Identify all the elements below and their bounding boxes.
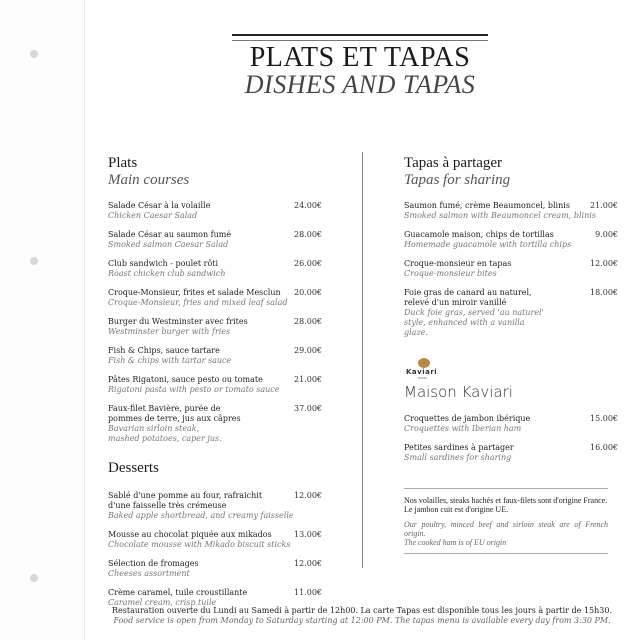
menu-item <box>108 559 322 579</box>
item-name: Burger du Westminster avec frites <box>108 317 248 326</box>
item-name: Faux-filet Bavière, purée de pommes de terre, jus aux câpres <box>108 404 241 423</box>
item-translation: Smoked salmon with Beaumoncel cream, blinis <box>404 211 596 220</box>
item-name: Club sandwich - poulet rôti <box>108 259 219 268</box>
page-title: PLATS ET TAPAS <box>249 42 471 73</box>
item-translation: Chocolate mousse with Mikado biscuit sticks <box>108 540 291 549</box>
item-translation: Homemade guacamole with tortilla chips <box>404 240 572 249</box>
item-translation: Rigatoni pasta with pesto or tomato sauce <box>108 385 280 394</box>
notes-fr-line: Le jambon cuit est d'origine UE. <box>404 505 509 514</box>
column-divider <box>362 152 363 568</box>
item-price: 28.00€ <box>294 317 322 326</box>
section-title-tapas: Tapas à partager <box>404 155 503 171</box>
menu-item <box>404 201 618 221</box>
item-translation: Duck foie gras, served 'au naturel' style, enhanced with a vanilla glaze. <box>404 308 544 337</box>
item-translation: Westminster burger with fries <box>108 327 231 336</box>
menu-item <box>404 259 618 279</box>
item-price: 13.00€ <box>294 530 322 539</box>
item-name: Foie gras de canard au naturel, relevé d'un miroir vanillé <box>404 288 532 307</box>
item-translation: Smoked salmon Caesar Salad <box>108 240 229 249</box>
notes-fr <box>404 496 608 514</box>
item-translation: Fish & chips with tartar sauce <box>108 356 232 365</box>
binder-hole <box>30 574 38 582</box>
menu-item <box>108 530 322 550</box>
item-name: Croquettes de jambon ibérique <box>404 414 531 423</box>
item-translation: Croquettes with Iberian ham <box>404 424 522 433</box>
menu-item <box>404 414 618 434</box>
item-translation: Croque-Monsieur, fries and mixed leaf salad <box>108 298 288 307</box>
kaviari-logo <box>404 358 618 380</box>
section-title-kaviari: Maison Kaviari <box>404 383 513 401</box>
notes-en <box>404 520 608 547</box>
footer-en: Food service is open from Monday to Saturday starting at 12:00 PM. The tapas menu is available every day from 3:30 PM. <box>113 616 611 625</box>
item-translation: Roast chicken club sandwich <box>108 269 226 278</box>
page-subtitle: DISHES AND TAPAS <box>244 70 476 99</box>
item-translation: Chicken Caesar Salad <box>108 211 198 220</box>
item-translation: Croque-monsieur bites <box>404 269 497 278</box>
item-price: 21.00€ <box>590 201 618 210</box>
item-translation: Bavarian sirloin steak, mashed potatoes, caper jus. <box>108 424 222 443</box>
item-name: Crème caramel, tuile croustillante <box>108 588 248 597</box>
item-name: Sélection de fromages <box>108 559 199 568</box>
menu-item <box>108 201 322 221</box>
footer-fr: Restauration ouverte du Lundi au Samedi à partir de 12h00. La carte Tapas est disponible tous les jours à partir de 15h30. <box>111 606 612 615</box>
item-name: Croque-monsieur en tapas <box>404 259 512 268</box>
item-price: 15.00€ <box>590 414 618 423</box>
menu-item <box>404 288 618 338</box>
item-price: 12.00€ <box>294 491 322 500</box>
item-translation: Cheeses assortment <box>108 569 190 578</box>
item-name: Petites sardines à partager <box>404 443 514 452</box>
item-price: 12.00€ <box>294 559 322 568</box>
menu-item <box>108 491 322 521</box>
item-price: 11.00€ <box>294 588 322 597</box>
binder-hole <box>30 257 38 265</box>
logo-subtext: PARIS <box>418 376 427 380</box>
item-name: Salade César à la volaille <box>108 201 211 210</box>
menu-item <box>108 317 322 337</box>
menu-item <box>108 288 322 308</box>
section-title-desserts: Desserts <box>108 460 159 476</box>
menu-item <box>108 404 322 444</box>
header-rule-thin <box>232 40 488 41</box>
item-price: 37.00€ <box>294 404 322 413</box>
kaviari-emblem-icon <box>418 358 430 368</box>
section-title-plats: Plats <box>108 155 138 171</box>
item-name: Salade César au saumon fumé <box>108 230 232 239</box>
item-price: 21.00€ <box>294 375 322 384</box>
notes-en-line: The cooked ham is of EU origin <box>404 538 507 547</box>
origin-notes <box>404 488 608 554</box>
item-name: Sablé d'une pomme au four, rafraichit d'une faisselle très crémeuse <box>108 491 263 510</box>
item-translation: Small sardines for sharing <box>404 453 512 462</box>
item-translation: Baked apple shortbread, and creamy faisselle <box>108 511 294 520</box>
menu-item <box>404 443 618 463</box>
footer <box>84 606 640 626</box>
menu-item <box>108 375 322 395</box>
section-subtitle-plats: Main courses <box>108 172 190 188</box>
menu-item <box>108 230 322 250</box>
item-price: 16.00€ <box>590 443 618 452</box>
menu-item <box>404 230 618 250</box>
item-name: Mousse au chocolat piquée aux mikados <box>108 530 272 539</box>
section-subtitle-tapas: Tapas for sharing <box>404 172 511 188</box>
item-price: 18.00€ <box>590 288 618 297</box>
header-rule <box>232 34 488 36</box>
item-price: 24.00€ <box>294 201 322 210</box>
item-name: Guacamole maison, chips de tortillas <box>404 230 554 239</box>
item-translation: Caramel cream, crisp tuile <box>108 598 217 607</box>
left-column <box>108 155 322 617</box>
notes-en-line: Our poultry, minced beef and sirloin steak are of French origin. <box>404 520 608 538</box>
item-name: Pâtes Rigatoni, sauce pesto ou tomate <box>108 375 263 384</box>
notes-fr-line: Nos volailles, steaks hachés et faux-filets sont d'origine France. <box>404 496 608 505</box>
item-price: 26.00€ <box>294 259 322 268</box>
logo-text: Kaviari <box>406 368 438 376</box>
item-name: Croque-Monsieur, frites et salade Mesclun <box>108 288 281 297</box>
item-price: 12.00€ <box>590 259 618 268</box>
item-price: 29.00€ <box>294 346 322 355</box>
menu-item <box>108 588 322 608</box>
item-price: 9.00€ <box>595 230 618 239</box>
menu-item <box>108 259 322 279</box>
item-price: 20.00€ <box>294 288 322 297</box>
menu-item <box>108 346 322 366</box>
right-column <box>404 155 618 472</box>
item-name: Saumon fumé, crème Beaumoncel, blinis <box>404 201 570 210</box>
item-name: Fish & Chips, sauce tartare <box>108 346 220 355</box>
item-price: 28.00€ <box>294 230 322 239</box>
